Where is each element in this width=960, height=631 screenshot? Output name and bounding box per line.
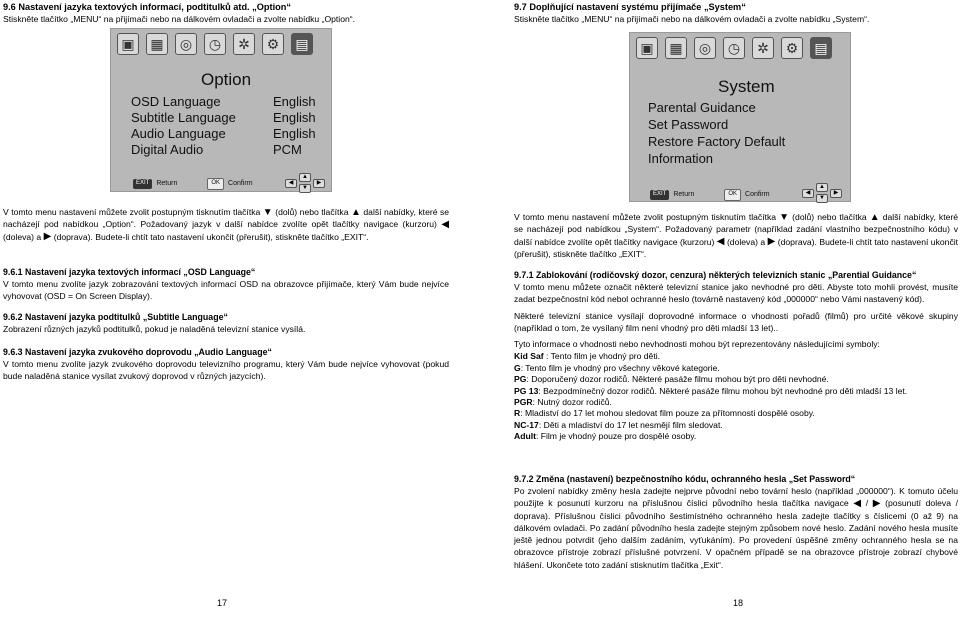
left-arrow-icon: ◀ <box>853 498 862 510</box>
right-heading: 9.7 Doplňující nastavení systému přijímače „System“ <box>514 2 746 12</box>
usb-icon: ▤ <box>810 37 832 59</box>
intro-text: (dolů) nebo tlačítka <box>275 207 349 217</box>
row-value: English <box>273 94 316 109</box>
left-subheading: Stiskněte tlačítko „MENU“ na přijímači nebo na dálkovém ovladači a zvolte nabídku „Option“. <box>3 14 356 24</box>
system-row: Restore Factory Default <box>648 134 786 149</box>
option-row <box>131 109 316 126</box>
section-title: 9.7.2 Změna (nastavení) bezpečnostního kódu, ochranného hesla „Set Password“ <box>514 474 856 484</box>
system-row: Information <box>648 151 714 166</box>
intro-text: (doleva) a <box>726 236 766 247</box>
ok-label: Confirm <box>745 191 770 199</box>
rating-item: PG: Doporučený dozor rodičů. Některé pasáže filmu mohou být pro děti nevhodné. <box>514 374 829 385</box>
exit-label: Return <box>673 191 695 199</box>
option-row <box>131 141 302 158</box>
tv-icon: ▣ <box>117 33 139 55</box>
rating-item: G: Tento film je vhodný pro všechny věkové kategorie. <box>514 362 720 373</box>
rating-item: Kid Saf : Tento film je vhodný pro děti. <box>514 351 661 362</box>
picture-icon: ▦ <box>665 37 687 59</box>
section-title: 9.6.2 Nastavení jazyka podtitulků „Subtitle Language“ <box>3 312 228 322</box>
rating-item: Adult: Film je vhodný pouze pro dospělé osoby. <box>514 430 697 441</box>
ok-key: OK <box>724 189 741 201</box>
section-title: 9.7.1 Zablokování (rodičovský dozor, cenzura) některých televizních stanic „Parential Guidance“ <box>514 270 917 280</box>
rating-item: NC-17: Děti a mladiství do 17 let nesmějí film sledovat. <box>514 419 723 430</box>
tv-icon: ▣ <box>636 37 658 59</box>
search-icon: ◎ <box>175 33 197 55</box>
option-title: Option <box>201 70 252 89</box>
system-title: System <box>718 77 775 96</box>
row-value: PCM <box>273 142 302 157</box>
section-set-password <box>514 473 958 571</box>
left-intro <box>3 206 449 243</box>
left-arrow-icon: ◀ <box>441 219 450 231</box>
intro-text: (doprava). Budete-li chtít tato nastavení ukončit (přerušit), stiskněte tlačítko „EXIT“. <box>53 231 369 242</box>
gear-icon: ✲ <box>233 33 255 55</box>
intro-text: (doleva) a <box>3 231 42 242</box>
down-arrow-icon: ▼ <box>779 211 790 223</box>
option-menu-screenshot <box>110 28 332 192</box>
row-value: English <box>273 126 316 141</box>
system-row: Set Password <box>648 117 729 132</box>
section-title: 9.6.3 Nastavení jazyka zvukového doprovodu „Audio Language“ <box>3 347 272 357</box>
section-title: 9.6.1 Nastavení jazyka textových informací „OSD Language“ <box>3 267 256 277</box>
intro-text: (dolů) nebo tlačítka <box>792 212 867 222</box>
right-subheading: Stiskněte tlačítko „MENU“ na přijímači nebo na dálkovém ovladači a zvolte nabídku „System“. <box>514 14 870 24</box>
clock-icon: ◷ <box>723 37 745 59</box>
intro-text: V tomto menu nastavení můžete zvolit postupným tisknutím tlačítka <box>514 212 777 222</box>
ok-label: Confirm <box>228 180 253 188</box>
section-body: Tyto informace o vhodnosti nebo nevhodnosti mohou být reprezentovány následujícími symboly: <box>514 339 880 350</box>
down-arrow-icon: ▼ <box>262 206 273 218</box>
section-body: V tomto menu zvolíte jazyk zobrazování textových informací OSD na obrazovce přijímače, který Vám bude nejvíce vyhovovat (OSD = On Screen Display). <box>3 279 449 302</box>
navigation-pad-icon: ◀ ▲ ▼ ▶ <box>285 173 329 195</box>
intro-text: další nabídky, které se nacházejí pod nabídkou „System“. Požadovaný parametr (například zadání vlastního bezpečnostního kódu) v další nabídce zvolíte opět tlačítky navigace (kurzoru) <box>514 212 959 247</box>
row-value: English <box>273 110 316 125</box>
section-body: (posunutí doleva / doprava). Příslušnou číslici původního šestimístného ochranného hesla zadejte tlačítky s číslicemi (0 až 9) na dálkovém ovladači. Po zadání původního hesla zadejte stejným způsobem nové heslo. Zadání nového hesla musíte ještě jednou potvrdit (jeho dalším zadáním, vyťukáním). Po provedení úspěšné změny ochranného hesla se na obrazovce přístroje zobrazí příslušné potvrzení. V opačném případě se na obrazovce přístroje zobrazí chybové hlášení. Ukončete toto zadání stisknutím tlačítka „Exit“. <box>514 498 959 570</box>
page-number: 18 <box>733 598 744 608</box>
left-arrow-icon: ◀ <box>716 236 725 248</box>
menu-footer <box>650 189 770 201</box>
row-label: OSD Language <box>131 94 221 109</box>
page-number: 17 <box>217 598 228 608</box>
intro-text: další nabídky, které se nacházejí pod nabídkou „Option“. Požadovaný jazyk v další nabídce zvolíte opět tlačítky navigace (kurzoru) <box>3 207 450 230</box>
system-menu-screenshot <box>629 32 851 202</box>
section-body: V tomto menu zvolíte jazyk zvukového doprovodu televizního programu, který Vám bude nejvíce vyhovovat (pokud bude naladěná stanice vysílat zvukový doprovod v různých jazycích). <box>3 359 449 382</box>
section-body: / <box>865 498 869 509</box>
right-arrow-icon: ▶ <box>43 231 52 243</box>
menu-icon-bar <box>636 37 832 59</box>
right-intro <box>514 211 958 260</box>
rating-item: R: Mladiství do 17 let mohou sledovat film pouze za přítomnosti dospělé osoby. <box>514 408 815 419</box>
section-body: Některé televizní stanice vysílají doprovodné informace o vhodnosti pořadů (filmů) pro určité věkové skupiny (například o tom, že vysílaný film není vhodný pro děti mladší 13 let).. <box>514 310 958 333</box>
section-body: V tomto menu můžete označit některé televizní stanice jako nevhodné pro děti. Abyste toto mohli provést, musíte zadat bezpečnostní kód nebol ochranné heslo (továrně nastavený kód „000000“ nebo Vámi nastavený kód). <box>514 282 958 305</box>
option-row <box>131 93 316 110</box>
row-label: Audio Language <box>131 126 226 141</box>
rating-item: PG 13: Bezpodmínečný dozor rodičů. Některé pasáže filmu mohou být nevhodné pro děti mladší 13 let. <box>514 385 908 396</box>
section-body: Po zvolení nabídky změny hesla zadejte nejprve původní nebo tovární heslo (například „000000“). K tomuto účelu použijte k posunutí kurzoru na příslušnou číslici původního hesla tlačítka navigace <box>514 486 958 509</box>
ok-key: OK <box>207 178 224 190</box>
exit-key: EXIT <box>650 190 669 200</box>
menu-icon-bar <box>117 33 313 55</box>
intro-text: V tomto menu nastavení můžete zvolit postupným tisknutím tlačítka <box>3 207 261 217</box>
section-parental-guidance <box>514 269 958 442</box>
row-label: Subtitle Language <box>131 110 236 125</box>
exit-label: Return <box>156 180 178 188</box>
rating-list <box>514 351 958 442</box>
up-arrow-icon: ▲ <box>351 206 361 218</box>
gear-icon: ✲ <box>752 37 774 59</box>
intro-text: (doprava). Budete-li chtít tato nastavení ukončit (přerušit), stiskněte tlačítko „EXIT“. <box>514 236 959 259</box>
section-body: Zobrazení různých jazyků podtitulků, pokud je naladěná televizní stanice vysílá. <box>3 324 306 334</box>
section-audio-language <box>3 346 449 383</box>
usb-icon: ▤ <box>291 33 313 55</box>
rating-item: PGR: Nutný dozor rodičů. <box>514 396 612 407</box>
picture-icon: ▦ <box>146 33 168 55</box>
search-icon: ◎ <box>694 37 716 59</box>
exit-key: EXIT <box>133 179 152 189</box>
left-heading: 9.6 Nastavení jazyka textových informací, podtitulků atd. „Option“ <box>3 2 291 12</box>
right-arrow-icon: ▶ <box>767 236 776 248</box>
system-row: Parental Guidance <box>648 100 756 115</box>
navigation-pad-icon: ◀ ▲ ▼ ▶ <box>802 183 846 205</box>
settings-icon: ⚙ <box>781 37 803 59</box>
row-label: Digital Audio <box>131 142 204 157</box>
clock-icon: ◷ <box>204 33 226 55</box>
menu-footer <box>133 178 253 190</box>
section-subtitle-language <box>3 311 449 335</box>
option-row <box>131 125 316 142</box>
section-osd-language <box>3 266 449 303</box>
up-arrow-icon: ▲ <box>869 211 880 223</box>
right-arrow-icon: ▶ <box>872 498 881 510</box>
settings-icon: ⚙ <box>262 33 284 55</box>
